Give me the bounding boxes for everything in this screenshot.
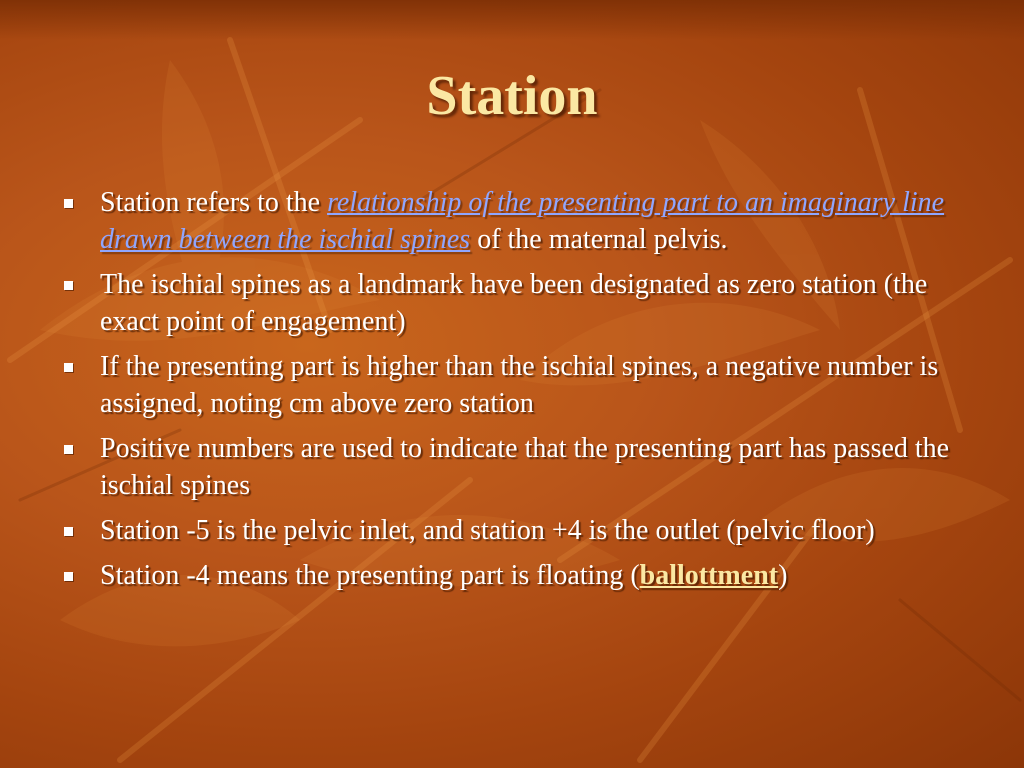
bullet-text: If the presenting part is higher than the ischial spines, a negative number is assigned, noting cm above zero station [100, 351, 939, 419]
bullet-item-zero-station [62, 266, 962, 340]
bullet-item-definition [62, 184, 962, 258]
square-bullet-icon [64, 281, 73, 290]
bullet-text: Station -5 is the pelvic inlet, and station +4 is the outlet (pelvic floor) [100, 515, 875, 546]
square-bullet-icon [64, 527, 73, 536]
bullet-text: The ischial spines as a landmark have been designated as zero station (the exact point of engagement) [100, 269, 928, 337]
bullet-text: Station -4 means the presenting part is floating ( [100, 560, 640, 591]
square-bullet-icon [64, 199, 73, 208]
square-bullet-icon [64, 572, 73, 581]
bullet-item-inlet-outlet [62, 512, 962, 549]
bullet-item-floating [62, 557, 962, 594]
bullet-text: Station refers to the [100, 187, 328, 218]
slide-title: Station [426, 65, 598, 127]
bullet-text: of the maternal pelvis. [470, 224, 728, 255]
bullet-item-positive-number [62, 430, 962, 504]
relationship-link[interactable]: relationship of the presenting part to an imaginary line drawn between the ischial spines [100, 187, 945, 255]
bullet-text: Positive numbers are used to indicate that the presenting part has passed the ischial spines [100, 433, 950, 501]
bullet-text: ) [778, 560, 788, 591]
square-bullet-icon [64, 363, 73, 372]
bullet-list [62, 184, 962, 602]
square-bullet-icon [64, 445, 73, 454]
bullet-item-negative-number [62, 348, 962, 422]
ballottment-link[interactable]: ballottment [639, 560, 779, 591]
